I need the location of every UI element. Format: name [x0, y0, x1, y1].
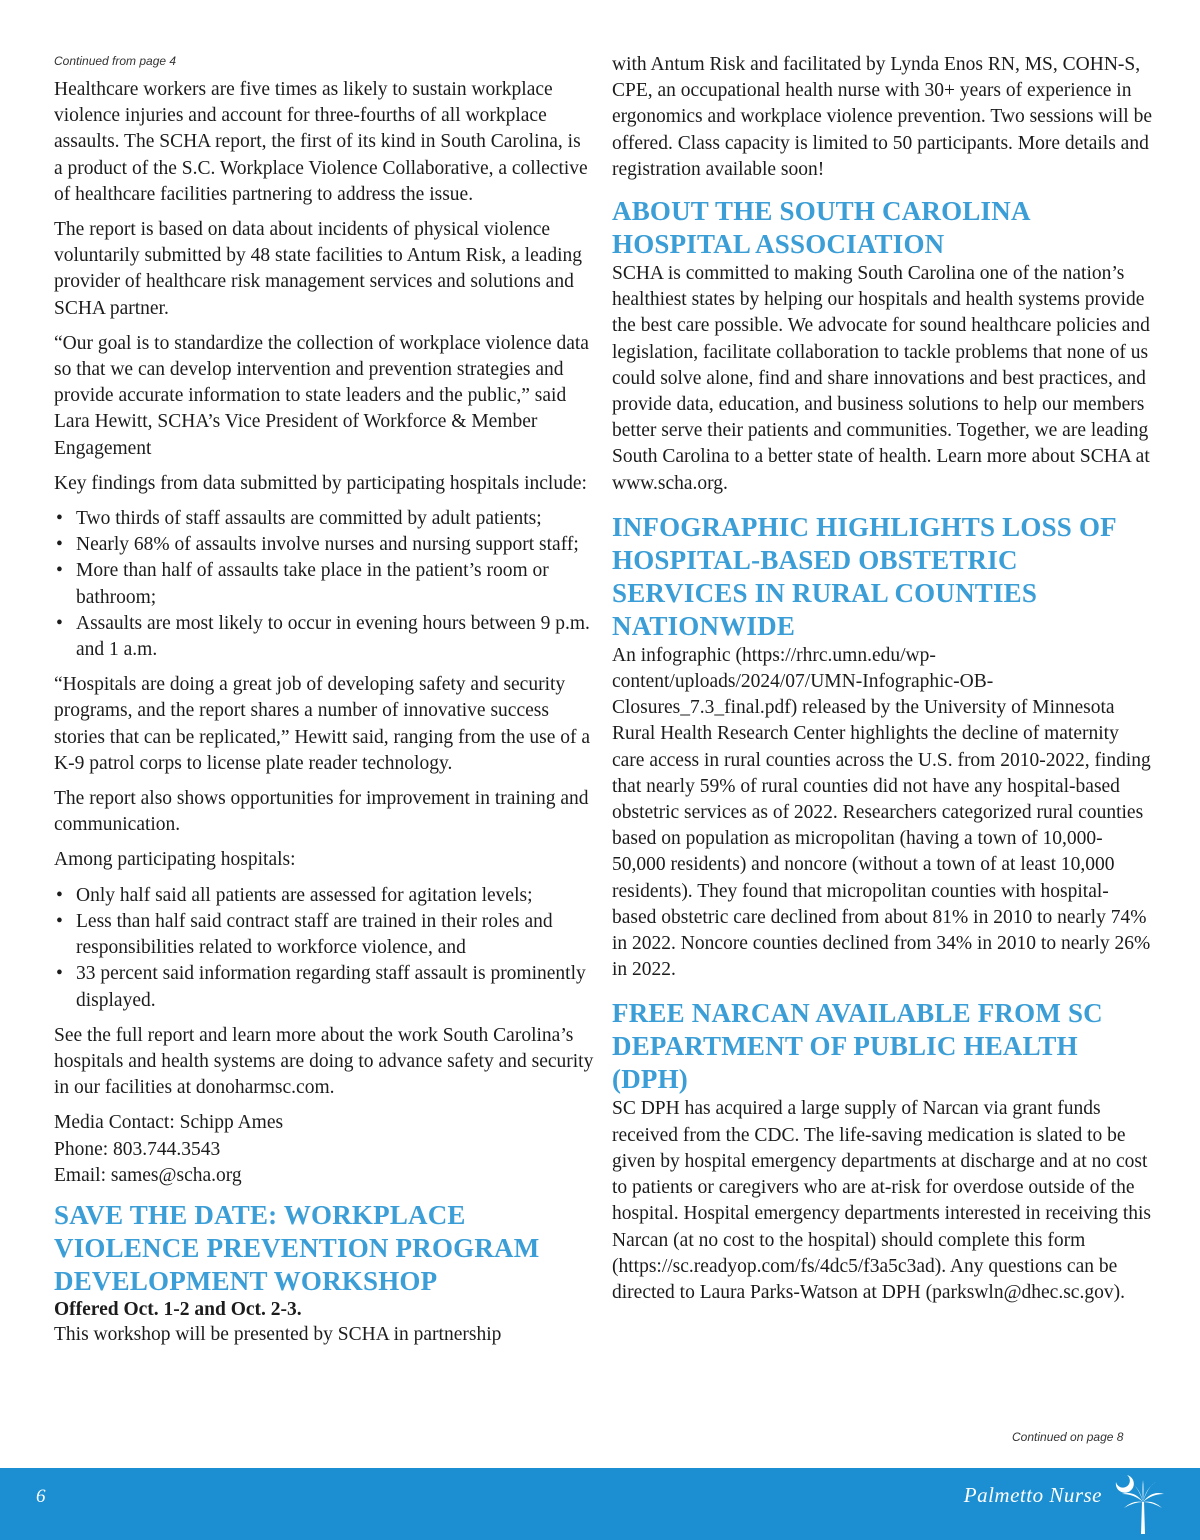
continued-from-label: Continued from page 4 [54, 54, 177, 68]
save-the-date-heading: SAVE THE DATE: WORKPLACE VIOLENCE PREVENTION PROGRAM DEVELOPMENT WORKSHOP [54, 1199, 540, 1296]
paragraph: Among participating hospitals: [54, 849, 296, 871]
contact-name: Media Contact: Schipp Ames [54, 1112, 284, 1134]
contact-phone: Phone: 803.744.3543 [54, 1138, 221, 1160]
paragraph: The report is based on data about incidents of physical violence voluntarily submitted by 48 state facilities to Antum Risk, a leading provider of healthcare risk management services and solutions and SCHA partner. [54, 219, 583, 319]
paragraph: This workshop will be presented by SCHA in partnership [54, 1323, 502, 1345]
about-heading: ABOUT THE SOUTH CAROLINA HOSPITAL ASSOCIATION [612, 196, 1030, 260]
paragraph: Key findings from data submitted by participating hospitals include: [54, 472, 587, 494]
quote-paragraph: “Our goal is to standardize the collection of workplace violence data so that we can develop intervention and prevention strategies and provide accurate information to state leaders and the public,” said Lara Hewitt, SCHA’s Vice President of Workforce & Member Engagement [54, 332, 589, 459]
publication-name: Palmetto Nurse [963, 1483, 1102, 1507]
page-number: 6 [36, 1486, 46, 1507]
list-item: • Assaults are most likely to occur in evening hours between 9 p.m. and 1 a.m. [54, 611, 594, 663]
paragraph: See the full report and learn more about the work South Carolina’s hospitals and health systems are doing to advance safety and security in our facilities at donoharmsc.com. [54, 1024, 594, 1099]
list-item: • More than half of assaults take place in the patient’s room or bathroom; [54, 558, 594, 610]
footer-band [0, 1468, 1200, 1540]
narcan-heading: FREE NARCAN AVAILABLE FROM SC DEPARTMENT OF PUBLIC HEALTH (DPH) [612, 998, 1103, 1095]
right-column [612, 52, 1152, 1315]
workshop-dates: Offered Oct. 1-2 and Oct. 2-3. [54, 1298, 302, 1320]
palmetto-moon-icon [1112, 1472, 1166, 1536]
infographic-text: An infographic (https://rhrc.umn.edu/wp-content/uploads/2024/07/UMN-Infographic-OB-Closures_7.3_final.pdf) released by the University of Minnesota Rural Health Research Center highlights the decline of maternity care access in rural counties across the U.S. from 2010-2022, finding that nearly 59% of rural counties did not have any hospital-based obstetric services as of 2022. Researchers categorized rural counties based on population as micropolitan (having a town of 10,000-50,000 residents) and noncore (without a town of at least 10,000 residents). They found that micropolitan counties with hospital-based obstetric care declined from about 81% in 2010 to nearly 74% in 2022. Noncore counties declined from 34% in 2010 to nearly 26% in 2022. [612, 644, 1151, 981]
list-item: • Nearly 68% of assaults involve nurses and nursing support staff; [54, 532, 594, 558]
about-text: SCHA is committed to making South Carolina one of the nation’s healthiest states by helping our hospitals and health systems provide the best care possible. We advocate for sound healthcare policies and legislation, facilitate collaboration to tackle problems that none of us could solve alone, find and share innovations and best practices, and provide data, education, and business solutions to help our members better serve their patients and communities. Together, we are leading South Carolina to a better state of health. Learn more about SCHA at www.scha.org. [612, 263, 1150, 494]
continued-paragraph: with Antum Risk and facilitated by Lynda Enos RN, MS, COHN-S, CPE, an occupational health nurse with 30+ years of experience in ergonomics and workplace violence prevention. Two sessions will be offered. Class capacity is limited to 50 participants. More details and registration available soon! [612, 54, 1153, 180]
narcan-text: SC DPH has acquired a large supply of Narcan via grant funds received from the CDC. The life-saving medication is slated to be given by hospital emergency departments at discharge and at no cost to patients or caregivers who are at-risk for overdose outside of the hospital. Hospital emergency departments interested in receiving this Narcan (at no cost to the hospital) should complete this form (https://sc.readyop.com/fs/4dc5/f3a5c3ad). Any questions can be directed to Laura Parks-Watson at DPH (parkswln@dhec.sc.gov). [612, 1098, 1151, 1303]
quote-paragraph: “Hospitals are doing a great job of developing safety and security programs, and the report shares a number of innovative success stories that can be replicated,” Hewitt said, ranging from the use of a K-9 patrol corps to license plate reader technology. [54, 674, 591, 774]
left-column [54, 53, 594, 1348]
continued-on-label: Continued on page 8 [1012, 1430, 1124, 1444]
list-item: • Only half said all patients are assessed for agitation levels; [54, 883, 594, 909]
list-item: • 33 percent said information regarding staff assault is prominently displayed. [54, 961, 594, 1013]
media-contact [54, 1110, 594, 1189]
key-findings-list [54, 506, 594, 663]
paragraph: Healthcare workers are five times as likely to sustain workplace violence injuries and account for three-fourths of all workplace assaults. The SCHA report, the first of its kind in South Carolina, is a product of the S.C. Workplace Violence Collaborative, a collective of healthcare facilities partnering to address the issue. [54, 79, 588, 205]
list-item: • Less than half said contract staff are trained in their roles and responsibilities related to workforce violence, and [54, 909, 594, 961]
infographic-heading: INFOGRAPHIC HIGHLIGHTS LOSS OF HOSPITAL-BASED OBSTETRIC SERVICES IN RURAL COUNTIES NATIONWIDE [612, 511, 1116, 641]
list-item: • Two thirds of staff assaults are committed by adult patients; [54, 506, 594, 532]
participating-hospitals-list [54, 883, 594, 1014]
contact-email: Email: sames@scha.org [54, 1164, 242, 1186]
paragraph: The report also shows opportunities for improvement in training and communication. [54, 788, 589, 836]
